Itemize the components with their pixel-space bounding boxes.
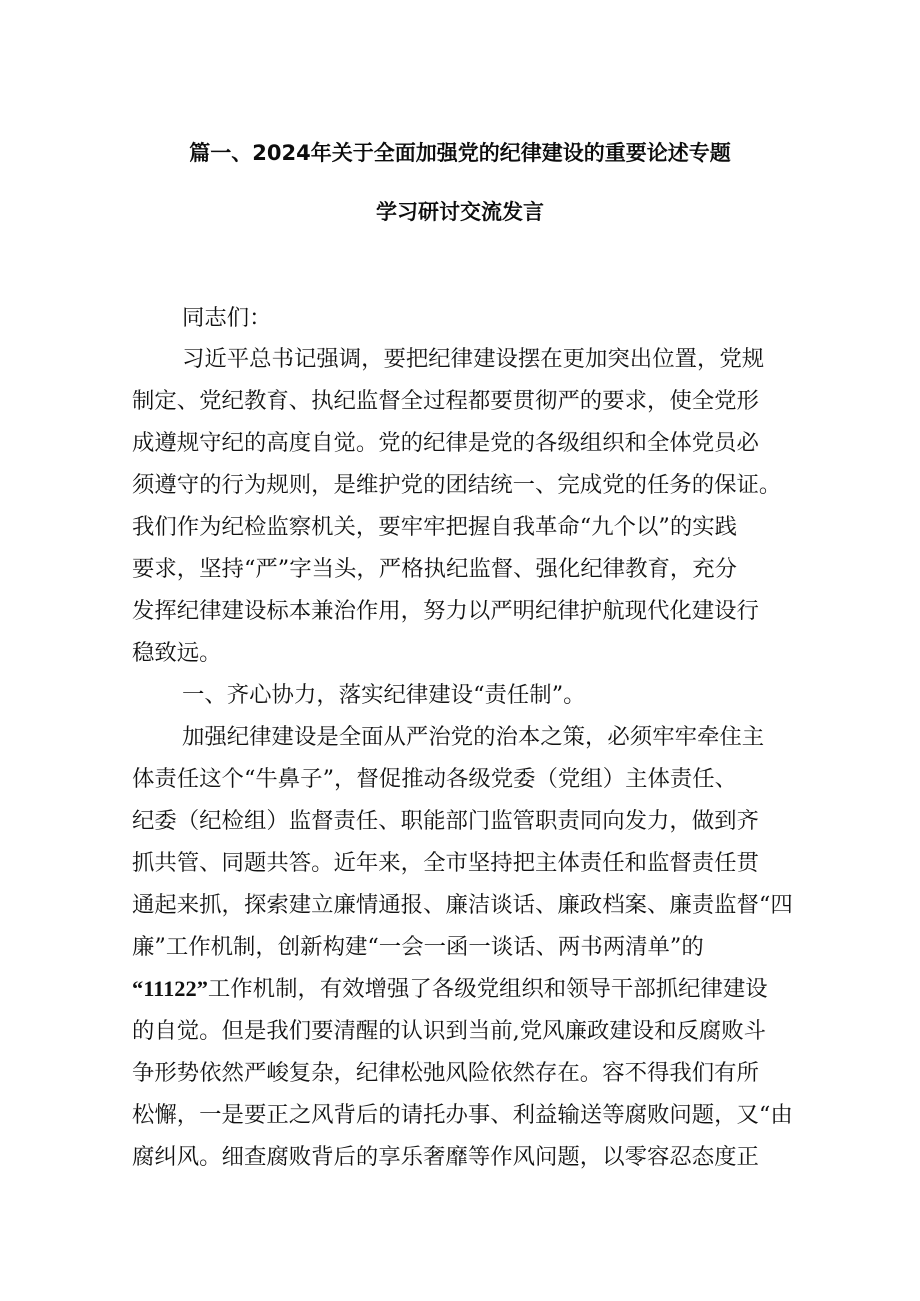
body-line: 制定、党纪教育、执纪监督全过程都要贯彻严的要求，使全党形 <box>132 388 759 414</box>
bold-number: “11122” <box>132 976 208 1001</box>
body-line: 稳致远。 <box>132 640 222 666</box>
document-title-line-1: 篇一、2024年关于全面加强党的纪律建设的重要论述专题 <box>189 141 731 165</box>
body-line: 加强纪律建设是全面从严治党的治本之策，必须牢牢牵住主 <box>182 724 765 750</box>
section-heading: 一、齐心协力，落实纪律建设“责任制”。 <box>182 682 586 708</box>
body-line-text: 工作机制，有效增强了各级党组织和领导干部抓纪律建设 <box>207 976 768 1002</box>
body-line-with-number <box>132 974 792 1004</box>
body-line: 发挥纪律建设标本兼治作用，努力以严明纪律护航现代化建设行 <box>132 598 759 624</box>
body-line: 体责任这个“牛鼻子”，督促推动各级党委（党组）主体责任、 <box>132 766 738 792</box>
document-title-line-2: 学习研讨交流发言 <box>376 200 544 224</box>
body-line: 通起来抓，探索建立廉情通报、廉洁谈话、廉政档案、廉责监督“四 <box>132 892 793 918</box>
body-line: 须遵守的行为规则，是维护党的团结统一、完成党的任务的保证。 <box>132 472 782 498</box>
body-line: 腐纠风。细查腐败背后的享乐奢靡等作风问题，以零容忍态度正 <box>132 1144 759 1170</box>
body-line: 的自觉。但是我们要清醒的认识到当前,党风廉政建设和反腐败斗 <box>132 1018 767 1044</box>
body-line: 纪委（纪检组）监督责任、职能部门监管职责同向发力，做到齐 <box>132 808 759 834</box>
body-line: 廉”工作机制，创新构建“一会一函一谈话、两书两清单”的 <box>132 934 704 960</box>
body-line: 成遵规守纪的高度自觉。党的纪律是党的各级组织和全体党员必 <box>132 430 759 456</box>
body-line: 松懈，一是要正之风背后的请托办事、利益输送等腐败问题，又“由 <box>132 1102 793 1128</box>
body-line: 我们作为纪检监察机关，要牢牢把握自我革命“九个以”的实践 <box>132 514 738 540</box>
body-line: 抓共管、同题共答。近年来，全市坚持把主体责任和监督责任贯 <box>132 850 759 876</box>
body-line: 要求，坚持“严”字当头，严格执纪监督、强化纪律教育，充分 <box>132 556 738 582</box>
body-line: 争形势依然严峻复杂，纪律松弛风险依然存在。容不得我们有所 <box>132 1060 759 1086</box>
body-line: 习近平总书记强调，要把纪律建设摆在更加突出位置，党规 <box>182 346 765 372</box>
salutation: 同志们： <box>182 305 272 331</box>
